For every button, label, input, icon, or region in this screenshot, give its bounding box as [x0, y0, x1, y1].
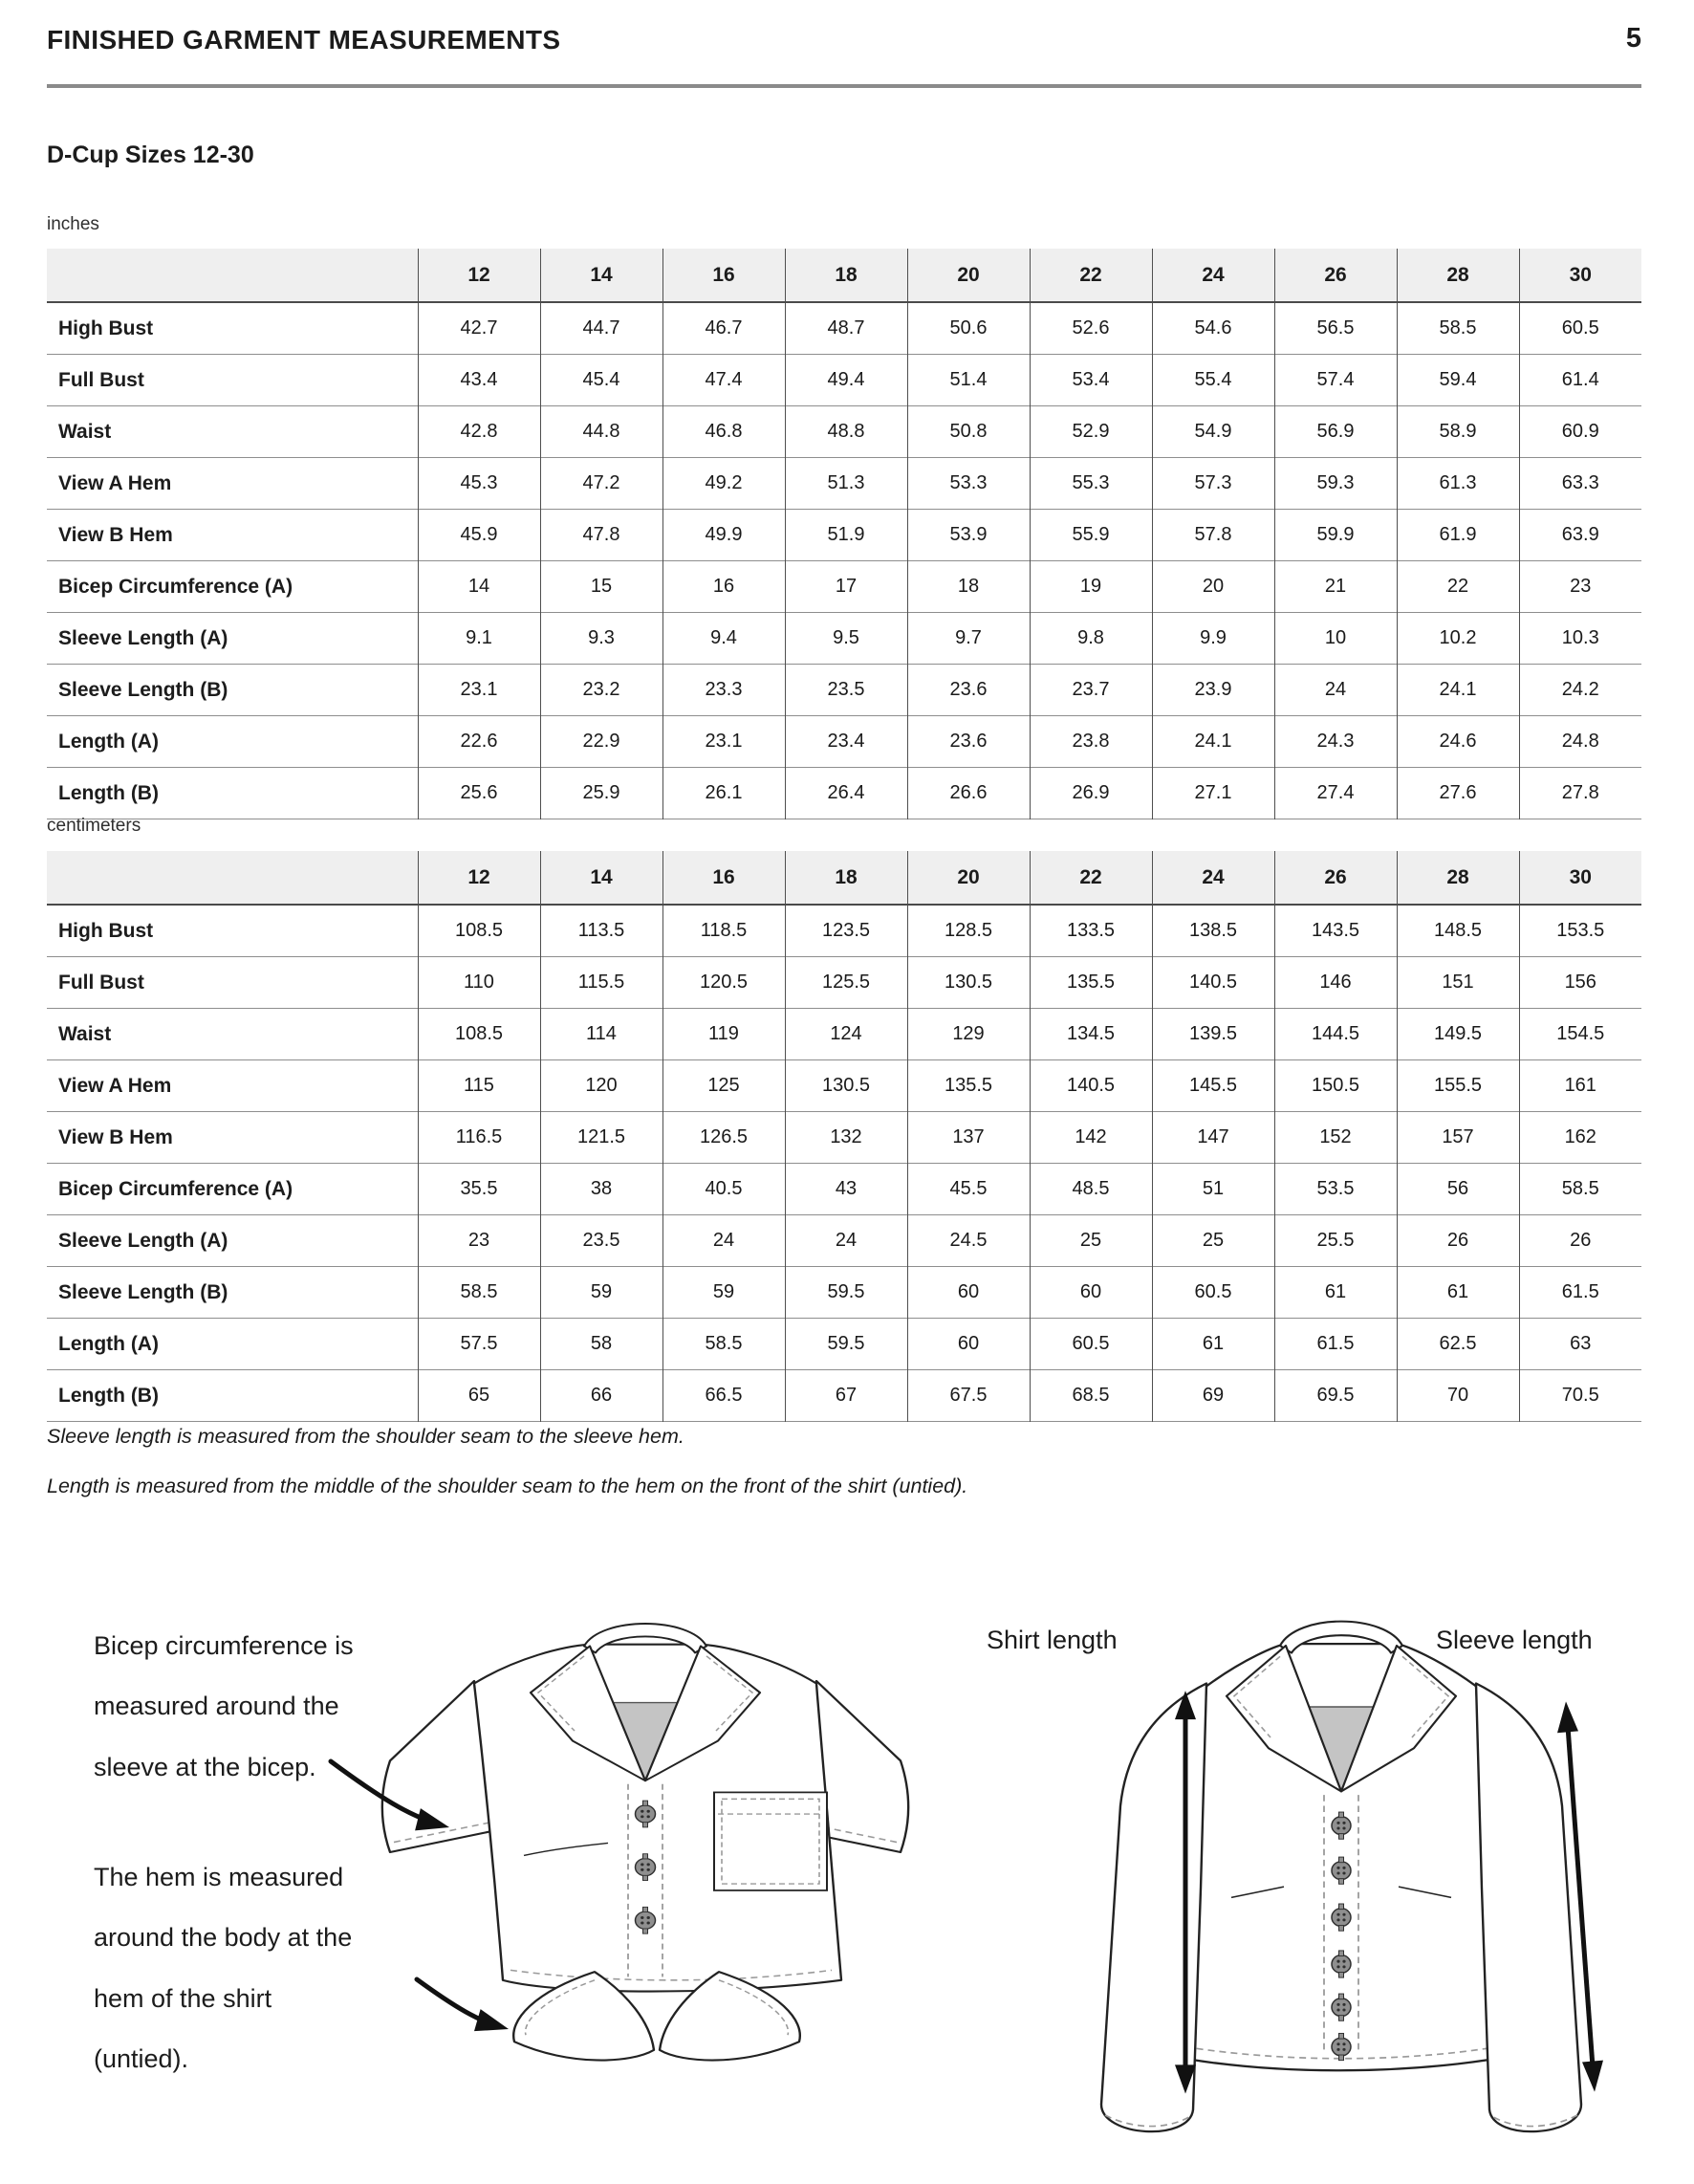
measurement-cell: 114: [540, 1009, 662, 1060]
measurement-cell: 23.9: [1152, 665, 1274, 716]
measurement-row: [47, 957, 1641, 1009]
measurement-cell: 15: [540, 561, 662, 613]
row-label: Sleeve Length (B): [58, 1280, 228, 1303]
label-shirt-length: Shirt length: [987, 1626, 1118, 1654]
measurement-cell: 67: [785, 1370, 907, 1422]
measurement-cell: 44.8: [540, 406, 662, 458]
measurement-cell: 120.5: [662, 957, 785, 1009]
row-label: Bicep Circumference (A): [58, 1177, 293, 1200]
measurement-cell: 24: [785, 1215, 907, 1267]
measurement-cell: 60: [907, 1319, 1030, 1370]
measurement-cell: 137: [907, 1112, 1030, 1164]
measurement-cell: 45.4: [540, 355, 662, 406]
measurement-cell: 24: [1274, 665, 1397, 716]
measurement-cell: 24.6: [1397, 716, 1519, 768]
measurement-cell: 43: [785, 1164, 907, 1215]
section-heading: D-Cup Sizes 12-30: [47, 142, 254, 168]
size-column-header: 18: [785, 249, 907, 302]
measurement-cell: 60.5: [1152, 1267, 1274, 1319]
measurement-cell: 60.5: [1519, 302, 1641, 355]
measurement-cell: 25: [1030, 1215, 1152, 1267]
measurement-cell: 61.4: [1519, 355, 1641, 406]
row-label: High Bust: [58, 317, 154, 339]
measurement-cell: 45.5: [907, 1164, 1030, 1215]
measurement-cell: 47.4: [662, 355, 785, 406]
note-sleeve-length: Sleeve length is measured from the shoulder seam to the sleeve hem.: [47, 1425, 684, 1448]
row-label: Sleeve Length (A): [58, 1229, 228, 1252]
measurement-cell: 42.7: [418, 302, 540, 355]
measurement-cell: 59: [540, 1267, 662, 1319]
measurement-cell: 138.5: [1152, 905, 1274, 957]
measurement-cell: 121.5: [540, 1112, 662, 1164]
size-column-header: 26: [1274, 851, 1397, 905]
measurement-cell: 146: [1274, 957, 1397, 1009]
measurement-cell: 52.6: [1030, 302, 1152, 355]
measurement-cell: 56.5: [1274, 302, 1397, 355]
measurement-cell: 23: [418, 1215, 540, 1267]
measurement-cell: 156: [1519, 957, 1641, 1009]
hem-annotation-arrow: [417, 1979, 511, 2041]
measurement-cell: 51: [1152, 1164, 1274, 1215]
measurement-row: [47, 613, 1641, 665]
row-label: Length (A): [58, 1332, 159, 1355]
measurement-cell: 149.5: [1397, 1009, 1519, 1060]
measurement-cell: 57.3: [1152, 458, 1274, 510]
measurement-cell: 23.4: [785, 716, 907, 768]
measurement-cell: 24.2: [1519, 665, 1641, 716]
measurement-cell: 23.1: [418, 665, 540, 716]
measurement-cell: 60: [907, 1267, 1030, 1319]
illustration-area: [0, 1587, 1694, 2184]
measurement-cell: 68.5: [1030, 1370, 1152, 1422]
measurement-cell: 150.5: [1274, 1060, 1397, 1112]
measurement-cell: 148.5: [1397, 905, 1519, 957]
measurement-cell: 58.5: [1519, 1164, 1641, 1215]
measurement-cell: 49.9: [662, 510, 785, 561]
measurement-cell: 61.3: [1397, 458, 1519, 510]
measurement-row: [47, 510, 1641, 561]
measurement-cell: 9.9: [1152, 613, 1274, 665]
measurement-cell: 23.5: [785, 665, 907, 716]
measurement-cell: 40.5: [662, 1164, 785, 1215]
measurement-cell: 23.7: [1030, 665, 1152, 716]
measurement-cell: 130.5: [907, 957, 1030, 1009]
size-column-header: 22: [1030, 249, 1152, 302]
measurement-cell: 58.9: [1397, 406, 1519, 458]
measurement-cell: 25.6: [418, 768, 540, 819]
measurement-cell: 23.6: [907, 716, 1030, 768]
measurement-cell: 61: [1274, 1267, 1397, 1319]
measurement-cell: 9.1: [418, 613, 540, 665]
measurement-row: [47, 905, 1641, 957]
measurement-cell: 59.4: [1397, 355, 1519, 406]
measurement-cell: 61: [1152, 1319, 1274, 1370]
measurement-row: [47, 302, 1641, 355]
measurement-cell: 60.9: [1519, 406, 1641, 458]
measurement-cell: 24.8: [1519, 716, 1641, 768]
measurement-cell: 9.4: [662, 613, 785, 665]
row-label: Length (A): [58, 730, 159, 753]
measurement-cell: 14: [418, 561, 540, 613]
measurement-cell: 51.4: [907, 355, 1030, 406]
measurement-cell: 142: [1030, 1112, 1152, 1164]
row-label: View A Hem: [58, 471, 172, 494]
size-column-header: 12: [418, 249, 540, 302]
measurement-cell: 61: [1397, 1267, 1519, 1319]
measurement-cell: 9.5: [785, 613, 907, 665]
size-column-header: 30: [1519, 249, 1641, 302]
measurement-cell: 45.3: [418, 458, 540, 510]
measurement-row: [47, 406, 1641, 458]
measurement-cell: 57.4: [1274, 355, 1397, 406]
row-label: Sleeve Length (B): [58, 678, 228, 701]
measurement-cell: 20: [1152, 561, 1274, 613]
measurement-row: [47, 1164, 1641, 1215]
measurement-cell: 135.5: [1030, 957, 1152, 1009]
row-label: Full Bust: [58, 971, 144, 994]
measurement-cell: 108.5: [418, 905, 540, 957]
size-column-header: 16: [662, 851, 785, 905]
row-label: View B Hem: [58, 523, 173, 546]
measurement-cell: 23.8: [1030, 716, 1152, 768]
measurement-cell: 25: [1152, 1215, 1274, 1267]
measurement-cell: 19: [1030, 561, 1152, 613]
measurement-cell: 50.8: [907, 406, 1030, 458]
measurement-cell: 24.3: [1274, 716, 1397, 768]
measurement-cell: 27.6: [1397, 768, 1519, 819]
measurement-cell: 47.8: [540, 510, 662, 561]
measurement-cell: 140.5: [1152, 957, 1274, 1009]
measurement-cell: 9.8: [1030, 613, 1152, 665]
page-number: 5: [1625, 23, 1641, 54]
measurement-cell: 108.5: [418, 1009, 540, 1060]
measurement-cell: 58.5: [1397, 302, 1519, 355]
measurement-cell: 55.3: [1030, 458, 1152, 510]
measurement-cell: 60: [1030, 1267, 1152, 1319]
size-column-header: 28: [1397, 249, 1519, 302]
measurement-cell: 24.5: [907, 1215, 1030, 1267]
page-header: [47, 21, 1641, 88]
measurement-cell: 154.5: [1519, 1009, 1641, 1060]
measurement-cell: 56.9: [1274, 406, 1397, 458]
inches-measurement-table: [47, 249, 1641, 819]
measurement-cell: 152: [1274, 1112, 1397, 1164]
measurement-cell: 143.5: [1274, 905, 1397, 957]
measurement-row: [47, 355, 1641, 406]
measurement-cell: 59.9: [1274, 510, 1397, 561]
corner-cell: [47, 249, 418, 302]
measurement-cell: 45.9: [418, 510, 540, 561]
bicep-annotation-arrow: [331, 1761, 452, 1839]
measurement-cell: 27.1: [1152, 768, 1274, 819]
size-column-header: 26: [1274, 249, 1397, 302]
measurement-cell: 46.7: [662, 302, 785, 355]
measurement-cell: 42.8: [418, 406, 540, 458]
measurement-row: [47, 1009, 1641, 1060]
size-header-row: [47, 249, 1641, 302]
measurement-cell: 43.4: [418, 355, 540, 406]
measurement-cell: 22.9: [540, 716, 662, 768]
measurement-cell: 147: [1152, 1112, 1274, 1164]
unit-label-inches: inches: [47, 214, 99, 234]
measurement-cell: 26.6: [907, 768, 1030, 819]
measurement-cell: 67.5: [907, 1370, 1030, 1422]
measurement-cell: 46.8: [662, 406, 785, 458]
measurement-cell: 53.3: [907, 458, 1030, 510]
measurement-cell: 155.5: [1397, 1060, 1519, 1112]
annotation-arrows: [0, 1587, 1694, 2184]
measurement-cell: 59: [662, 1267, 785, 1319]
measurement-row: [47, 768, 1641, 819]
measurement-cell: 57.8: [1152, 510, 1274, 561]
measurement-cell: 10.2: [1397, 613, 1519, 665]
measurement-cell: 23.2: [540, 665, 662, 716]
measurement-cell: 38: [540, 1164, 662, 1215]
measurement-cell: 53.4: [1030, 355, 1152, 406]
measurement-cell: 65: [418, 1370, 540, 1422]
measurement-row: [47, 1215, 1641, 1267]
measurement-cell: 132: [785, 1112, 907, 1164]
measurement-cell: 123.5: [785, 905, 907, 957]
measurement-cell: 53.5: [1274, 1164, 1397, 1215]
size-column-header: 12: [418, 851, 540, 905]
measurement-cell: 54.6: [1152, 302, 1274, 355]
measurement-cell: 24.1: [1397, 665, 1519, 716]
row-label: Sleeve Length (A): [58, 626, 228, 649]
measurement-row: [47, 1112, 1641, 1164]
size-column-header: 30: [1519, 851, 1641, 905]
measurement-cell: 151: [1397, 957, 1519, 1009]
measurement-cell: 124: [785, 1009, 907, 1060]
measurement-cell: 21: [1274, 561, 1397, 613]
measurement-cell: 58.5: [418, 1267, 540, 1319]
measurement-cell: 23: [1519, 561, 1641, 613]
measurement-cell: 126.5: [662, 1112, 785, 1164]
measurement-cell: 70: [1397, 1370, 1519, 1422]
measurement-cell: 47.2: [540, 458, 662, 510]
measurement-cell: 133.5: [1030, 905, 1152, 957]
measurement-cell: 129: [907, 1009, 1030, 1060]
measurement-cell: 16: [662, 561, 785, 613]
measurement-cell: 60.5: [1030, 1319, 1152, 1370]
measurement-cell: 22: [1397, 561, 1519, 613]
size-column-header: 18: [785, 851, 907, 905]
measurement-row: [47, 665, 1641, 716]
row-label: Full Bust: [58, 368, 144, 391]
measurement-row: [47, 458, 1641, 510]
measurement-cell: 69: [1152, 1370, 1274, 1422]
measurement-cell: 118.5: [662, 905, 785, 957]
measurement-cell: 70.5: [1519, 1370, 1641, 1422]
measurement-cell: 135.5: [907, 1060, 1030, 1112]
row-label: High Bust: [58, 919, 154, 942]
measurement-cell: 128.5: [907, 905, 1030, 957]
unit-label-centimeters: centimeters: [47, 816, 141, 836]
measurement-cell: 63.9: [1519, 510, 1641, 561]
size-column-header: 20: [907, 249, 1030, 302]
measurement-cell: 140.5: [1030, 1060, 1152, 1112]
measurement-cell: 144.5: [1274, 1009, 1397, 1060]
measurement-cell: 44.7: [540, 302, 662, 355]
measurement-cell: 162: [1519, 1112, 1641, 1164]
measurement-cell: 139.5: [1152, 1009, 1274, 1060]
size-column-header: 24: [1152, 851, 1274, 905]
measurement-cell: 130.5: [785, 1060, 907, 1112]
measurement-cell: 61.9: [1397, 510, 1519, 561]
row-label: View B Hem: [58, 1125, 173, 1148]
measurement-cell: 157: [1397, 1112, 1519, 1164]
measurement-cell: 58.5: [662, 1319, 785, 1370]
note-shirt-length: Length is measured from the middle of the shoulder seam to the hem on the front of the shirt (untied).: [47, 1474, 968, 1497]
measurement-cell: 69.5: [1274, 1370, 1397, 1422]
measurement-cell: 61.5: [1519, 1267, 1641, 1319]
measurement-cell: 9.7: [907, 613, 1030, 665]
measurement-row: [47, 716, 1641, 768]
measurement-cell: 63.3: [1519, 458, 1641, 510]
measurement-row: [47, 1267, 1641, 1319]
measurement-cell: 48.8: [785, 406, 907, 458]
annotation-bicep: Bicep circumference is measured around the sleeve at the bicep.: [94, 1631, 354, 1781]
row-label: Waist: [58, 1022, 112, 1045]
centimeters-measurement-table: [47, 851, 1641, 1422]
measurement-cell: 115.5: [540, 957, 662, 1009]
measurement-cell: 17: [785, 561, 907, 613]
measurement-cell: 10.3: [1519, 613, 1641, 665]
measurement-cell: 18: [907, 561, 1030, 613]
size-column-header: 14: [540, 851, 662, 905]
size-column-header: 14: [540, 249, 662, 302]
measurement-cell: 59.3: [1274, 458, 1397, 510]
measurement-cell: 26.1: [662, 768, 785, 819]
row-label: View A Hem: [58, 1074, 172, 1097]
measurement-cell: 51.3: [785, 458, 907, 510]
measurement-cell: 134.5: [1030, 1009, 1152, 1060]
size-column-header: 24: [1152, 249, 1274, 302]
measurement-cell: 53.9: [907, 510, 1030, 561]
size-column-header: 16: [662, 249, 785, 302]
measurement-cell: 66: [540, 1370, 662, 1422]
size-header-row: [47, 851, 1641, 905]
page-title: FINISHED GARMENT MEASUREMENTS: [47, 25, 561, 55]
measurement-cell: 25.9: [540, 768, 662, 819]
measurement-cell: 9.3: [540, 613, 662, 665]
row-label: Length (B): [58, 781, 159, 804]
measurement-cell: 23.3: [662, 665, 785, 716]
measurement-cell: 51.9: [785, 510, 907, 561]
measurement-cell: 23.6: [907, 665, 1030, 716]
measurement-row: [47, 1370, 1641, 1422]
measurement-cell: 125.5: [785, 957, 907, 1009]
measurement-cell: 116.5: [418, 1112, 540, 1164]
size-column-header: 28: [1397, 851, 1519, 905]
label-sleeve-length: Sleeve length: [1436, 1626, 1593, 1654]
measurement-cell: 35.5: [418, 1164, 540, 1215]
measurement-cell: 59.5: [785, 1319, 907, 1370]
row-label: Waist: [58, 420, 112, 443]
measurement-cell: 145.5: [1152, 1060, 1274, 1112]
measurement-cell: 55.4: [1152, 355, 1274, 406]
measurement-cell: 23.1: [662, 716, 785, 768]
measurement-cell: 49.4: [785, 355, 907, 406]
measurement-cell: 153.5: [1519, 905, 1641, 957]
measurement-cell: 26: [1519, 1215, 1641, 1267]
measurement-cell: 57.5: [418, 1319, 540, 1370]
measurement-cell: 48.7: [785, 302, 907, 355]
measurement-cell: 125: [662, 1060, 785, 1112]
measurement-cell: 23.5: [540, 1215, 662, 1267]
measurement-cell: 161: [1519, 1060, 1641, 1112]
measurement-cell: 66.5: [662, 1370, 785, 1422]
row-label: Bicep Circumference (A): [58, 575, 293, 598]
annotation-hem: The hem is measured around the body at the hem of the shirt (untied).: [94, 1863, 353, 2074]
measurement-cell: 27.8: [1519, 768, 1641, 819]
measurement-cell: 50.6: [907, 302, 1030, 355]
measurement-row: [47, 1060, 1641, 1112]
measurement-cell: 49.2: [662, 458, 785, 510]
measurement-cell: 24: [662, 1215, 785, 1267]
measurement-cell: 52.9: [1030, 406, 1152, 458]
measurement-cell: 120: [540, 1060, 662, 1112]
measurement-cell: 54.9: [1152, 406, 1274, 458]
measurement-cell: 110: [418, 957, 540, 1009]
measurement-cell: 115: [418, 1060, 540, 1112]
measurement-cell: 59.5: [785, 1267, 907, 1319]
measurement-cell: 48.5: [1030, 1164, 1152, 1215]
measurement-row: [47, 1319, 1641, 1370]
measurement-cell: 10: [1274, 613, 1397, 665]
size-column-header: 22: [1030, 851, 1152, 905]
measurement-cell: 25.5: [1274, 1215, 1397, 1267]
size-column-header: 20: [907, 851, 1030, 905]
measurement-cell: 55.9: [1030, 510, 1152, 561]
measurement-cell: 56: [1397, 1164, 1519, 1215]
measurement-cell: 63: [1519, 1319, 1641, 1370]
measurement-cell: 26.4: [785, 768, 907, 819]
measurement-cell: 26.9: [1030, 768, 1152, 819]
measurement-row: [47, 561, 1641, 613]
measurement-cell: 119: [662, 1009, 785, 1060]
measurement-cell: 24.1: [1152, 716, 1274, 768]
measurement-cell: 22.6: [418, 716, 540, 768]
measurement-cell: 62.5: [1397, 1319, 1519, 1370]
measurement-cell: 26: [1397, 1215, 1519, 1267]
corner-cell: [47, 851, 418, 905]
row-label: Length (B): [58, 1384, 159, 1407]
measurement-cell: 58: [540, 1319, 662, 1370]
measurement-cell: 113.5: [540, 905, 662, 957]
measurement-cell: 27.4: [1274, 768, 1397, 819]
measurement-cell: 61.5: [1274, 1319, 1397, 1370]
